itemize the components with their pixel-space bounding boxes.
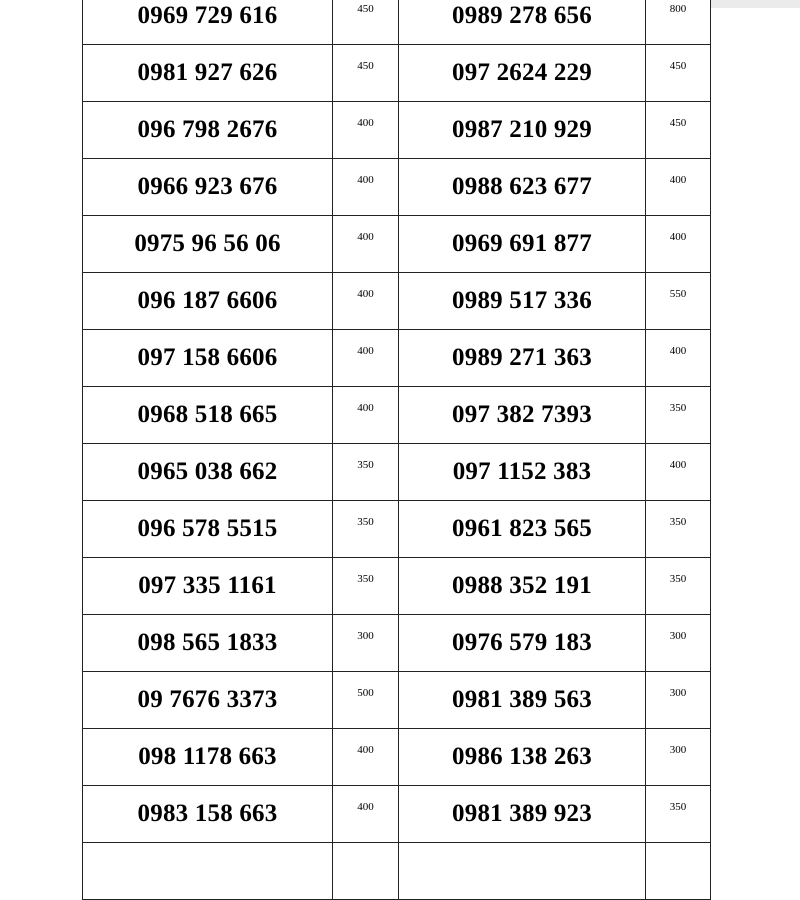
price-left-cell [333,387,399,444]
table-row [83,0,711,45]
phone-number-right-cell [399,159,646,216]
table-row [83,159,711,216]
price-left-cell [333,45,399,102]
price-left-cell [333,786,399,843]
price-value: 400 [669,174,687,186]
phone-number-left-cell [83,615,333,672]
table-row [83,558,711,615]
phone-number: 0983 158 663 [137,800,278,827]
phone-number-left-cell [83,102,333,159]
price-value: 450 [669,60,687,72]
phone-number: 097 335 1161 [138,572,277,599]
phone-number-right-cell [399,501,646,558]
price-value: 350 [357,459,374,471]
phone-number: 0989 271 363 [452,344,592,371]
price-value: 400 [357,345,374,357]
phone-number-left-cell [83,501,333,558]
phone-number-left-cell [83,729,333,786]
table-body [83,0,711,900]
phone-number-left-cell [83,159,333,216]
price-value: 350 [669,402,687,414]
phone-number: 0969 729 616 [137,2,278,29]
price-value: 350 [357,573,374,585]
phone-number-left-cell [83,672,333,729]
phone-number: 0986 138 263 [452,743,592,770]
phone-number: 096 798 2676 [137,116,278,143]
price-value: 400 [357,801,374,813]
price-value: 400 [357,288,374,300]
scroll-edge-strip [710,0,800,8]
price-right-cell [646,159,711,216]
price-left-cell [333,558,399,615]
price-right-cell [646,216,711,273]
table-row [83,501,711,558]
phone-number: 0968 518 665 [137,401,278,428]
price-value: 300 [669,630,687,642]
phone-number: 0981 389 923 [452,800,592,827]
price-value: 450 [669,117,687,129]
phone-number-right-cell [399,843,646,900]
table-row [83,273,711,330]
price-right-cell [646,102,711,159]
price-value: 300 [669,744,687,756]
price-right-cell [646,843,711,900]
phone-number-right-cell [399,330,646,387]
phone-number-left-cell [83,444,333,501]
price-left-cell [333,216,399,273]
price-right-cell [646,558,711,615]
price-value: 400 [669,231,687,243]
table-row [83,672,711,729]
table-row [83,102,711,159]
phone-number: 0981 927 626 [137,59,278,86]
price-left-cell [333,843,399,900]
price-value: 350 [669,801,687,813]
price-right-cell [646,444,711,501]
phone-number-right-cell [399,558,646,615]
price-value: 800 [669,3,687,15]
phone-number: 0965 038 662 [137,458,278,485]
price-right-cell [646,330,711,387]
phone-number: 0988 623 677 [452,173,592,200]
phone-number: 097 2624 229 [452,59,592,86]
phone-number-right-cell [399,444,646,501]
phone-number: 0988 352 191 [452,572,592,599]
price-right-cell [646,786,711,843]
table-row [83,45,711,102]
phone-number-right-cell [399,216,646,273]
price-right-cell [646,387,711,444]
table-row [83,843,711,900]
price-left-cell [333,159,399,216]
price-value: 400 [357,402,374,414]
table-row [83,444,711,501]
price-right-cell [646,0,711,45]
phone-number-right-cell [399,45,646,102]
price-left-cell [333,444,399,501]
phone-number: 0989 278 656 [452,2,592,29]
price-value: 350 [669,516,687,528]
phone-number-right-cell [399,0,646,45]
table-row [83,786,711,843]
phone-number: 097 382 7393 [452,401,592,428]
phone-number-left-cell [83,786,333,843]
price-left-cell [333,0,399,45]
price-right-cell [646,273,711,330]
phone-number: 097 158 6606 [137,344,278,371]
price-left-cell [333,273,399,330]
price-left-cell [333,501,399,558]
price-value: 300 [357,630,374,642]
phone-number-left-cell [83,330,333,387]
phone-number: 096 187 6606 [137,287,278,314]
phone-number: 0976 579 183 [452,629,592,656]
phone-number: 0961 823 565 [452,515,592,542]
price-value: 300 [669,687,687,699]
phone-number: 098 565 1833 [137,629,278,656]
phone-number-right-cell [399,273,646,330]
price-value: 500 [357,687,374,699]
phone-number: 096 578 5515 [137,515,278,542]
phone-number: 0981 389 563 [452,686,592,713]
price-left-cell [333,729,399,786]
price-left-cell [333,615,399,672]
phone-number-left-cell [83,216,333,273]
phone-number-right-cell [399,102,646,159]
price-right-cell [646,615,711,672]
price-value: 400 [669,345,687,357]
phone-number: 0987 210 929 [452,116,592,143]
phone-number-left-cell [83,387,333,444]
phone-number: 097 1152 383 [452,458,592,485]
price-value: 350 [669,573,687,585]
price-value: 400 [669,459,687,471]
table-row [83,387,711,444]
table-row [83,729,711,786]
phone-number: 0966 923 676 [137,173,278,200]
price-value: 400 [357,174,374,186]
price-left-cell [333,330,399,387]
phone-number: 0989 517 336 [452,287,592,314]
price-value: 400 [357,231,374,243]
phone-number: 098 1178 663 [138,743,277,770]
phone-number-right-cell [399,387,646,444]
phone-number-right-cell [399,729,646,786]
price-value: 400 [357,117,374,129]
phone-number-right-cell [399,615,646,672]
price-value: 450 [357,3,374,15]
table-row [83,615,711,672]
phone-number-left-cell [83,558,333,615]
price-value: 450 [357,60,374,72]
phone-number-left-cell [83,0,333,45]
price-right-cell [646,45,711,102]
phone-number: 0975 96 56 06 [134,230,281,257]
price-left-cell [333,672,399,729]
table-row [83,330,711,387]
phone-number: 0969 691 877 [452,230,592,257]
price-right-cell [646,501,711,558]
phone-number-left-cell [83,273,333,330]
price-right-cell [646,672,711,729]
phone-number: 09 7676 3373 [137,686,278,713]
phone-number-right-cell [399,672,646,729]
phone-number-right-cell [399,786,646,843]
price-value: 400 [357,744,374,756]
sim-number-price-table [82,0,711,900]
price-left-cell [333,102,399,159]
price-value: 350 [357,516,374,528]
price-value: 550 [669,288,687,300]
phone-number-left-cell [83,45,333,102]
price-right-cell [646,729,711,786]
phone-number-left-cell [83,843,333,900]
table-row [83,216,711,273]
